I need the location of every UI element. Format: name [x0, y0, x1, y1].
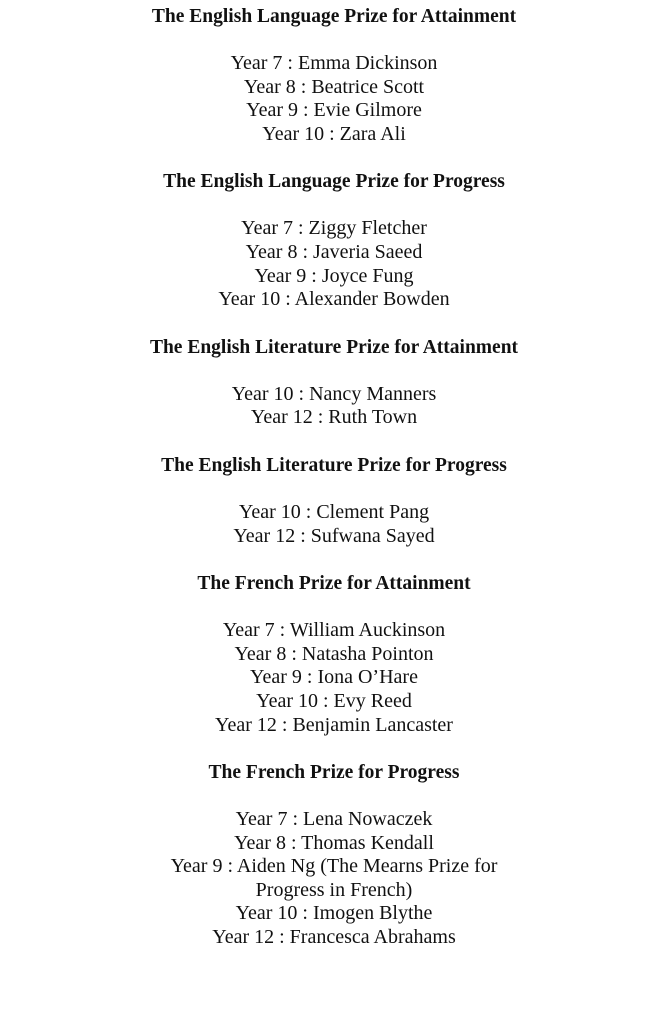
prize-heading: The English Literature Prize for Progress: [161, 454, 507, 476]
prize-entry: Year 7 : Lena Nowaczek: [235, 808, 433, 831]
prize-heading: The English Language Prize for Attainment: [151, 6, 517, 27]
prize-entries: [0, 383, 668, 430]
prize-entry: Year 12 : Sufwana Sayed: [233, 524, 435, 547]
prize-section-english-language-progress: [0, 170, 668, 311]
prize-entries: [0, 501, 668, 548]
prize-entry: Year 8 : Beatrice Scott: [243, 75, 425, 98]
prize-section-english-literature-progress: [0, 454, 668, 548]
prize-entry: Year 7 : Ziggy Fletcher: [241, 217, 427, 240]
prize-entry: Year 8 : Thomas Kendall: [234, 831, 434, 854]
prize-entry: Year 8 : Natasha Pointon: [234, 642, 434, 665]
prize-entry: Year 9 : Aiden Ng (The Mearns Prize for Progress in French): [170, 855, 498, 901]
prize-section-english-literature-attainment: [0, 336, 668, 430]
prize-entry: Year 9 : Iona O’Hare: [250, 666, 418, 689]
prize-heading: The English Literature Prize for Attainment: [149, 336, 519, 358]
prize-entry: Year 7 : Emma Dickinson: [230, 52, 438, 74]
prize-list-document: [0, 5, 668, 950]
prize-entries: [0, 217, 668, 311]
prize-section-french-progress: [0, 761, 668, 950]
prize-heading: The French Prize for Progress: [208, 762, 460, 784]
prize-entry: Year 12 : Ruth Town: [250, 406, 418, 429]
prize-entry: Year 10 : Nancy Manners: [231, 382, 437, 405]
prize-entry: Year 7 : William Auckinson: [222, 619, 446, 642]
prize-entries: [0, 52, 668, 146]
prize-entry: Year 8 : Javeria Saeed: [245, 240, 423, 263]
prize-section-english-language-attainment: [0, 5, 668, 146]
prize-entry: Year 10 : Clement Pang: [238, 500, 430, 523]
prize-entries: [0, 808, 668, 950]
prize-entry: Year 9 : Evie Gilmore: [246, 99, 422, 122]
prize-entry: Year 12 : Francesca Abrahams: [212, 926, 456, 949]
prize-entry: Year 10 : Zara Ali: [262, 122, 406, 145]
prize-entry: Year 10 : Alexander Bowden: [218, 288, 450, 311]
prize-entries: [0, 619, 668, 737]
prize-entry: Year 9 : Joyce Fung: [254, 264, 414, 287]
prize-heading: The English Language Prize for Progress: [163, 171, 505, 193]
prize-section-french-attainment: [0, 572, 668, 737]
prize-entry: Year 10 : Imogen Blythe: [235, 902, 433, 925]
prize-entry: Year 12 : Benjamin Lancaster: [215, 713, 453, 736]
prize-heading: The French Prize for Attainment: [197, 573, 471, 595]
prize-entry: Year 10 : Evy Reed: [256, 689, 412, 712]
